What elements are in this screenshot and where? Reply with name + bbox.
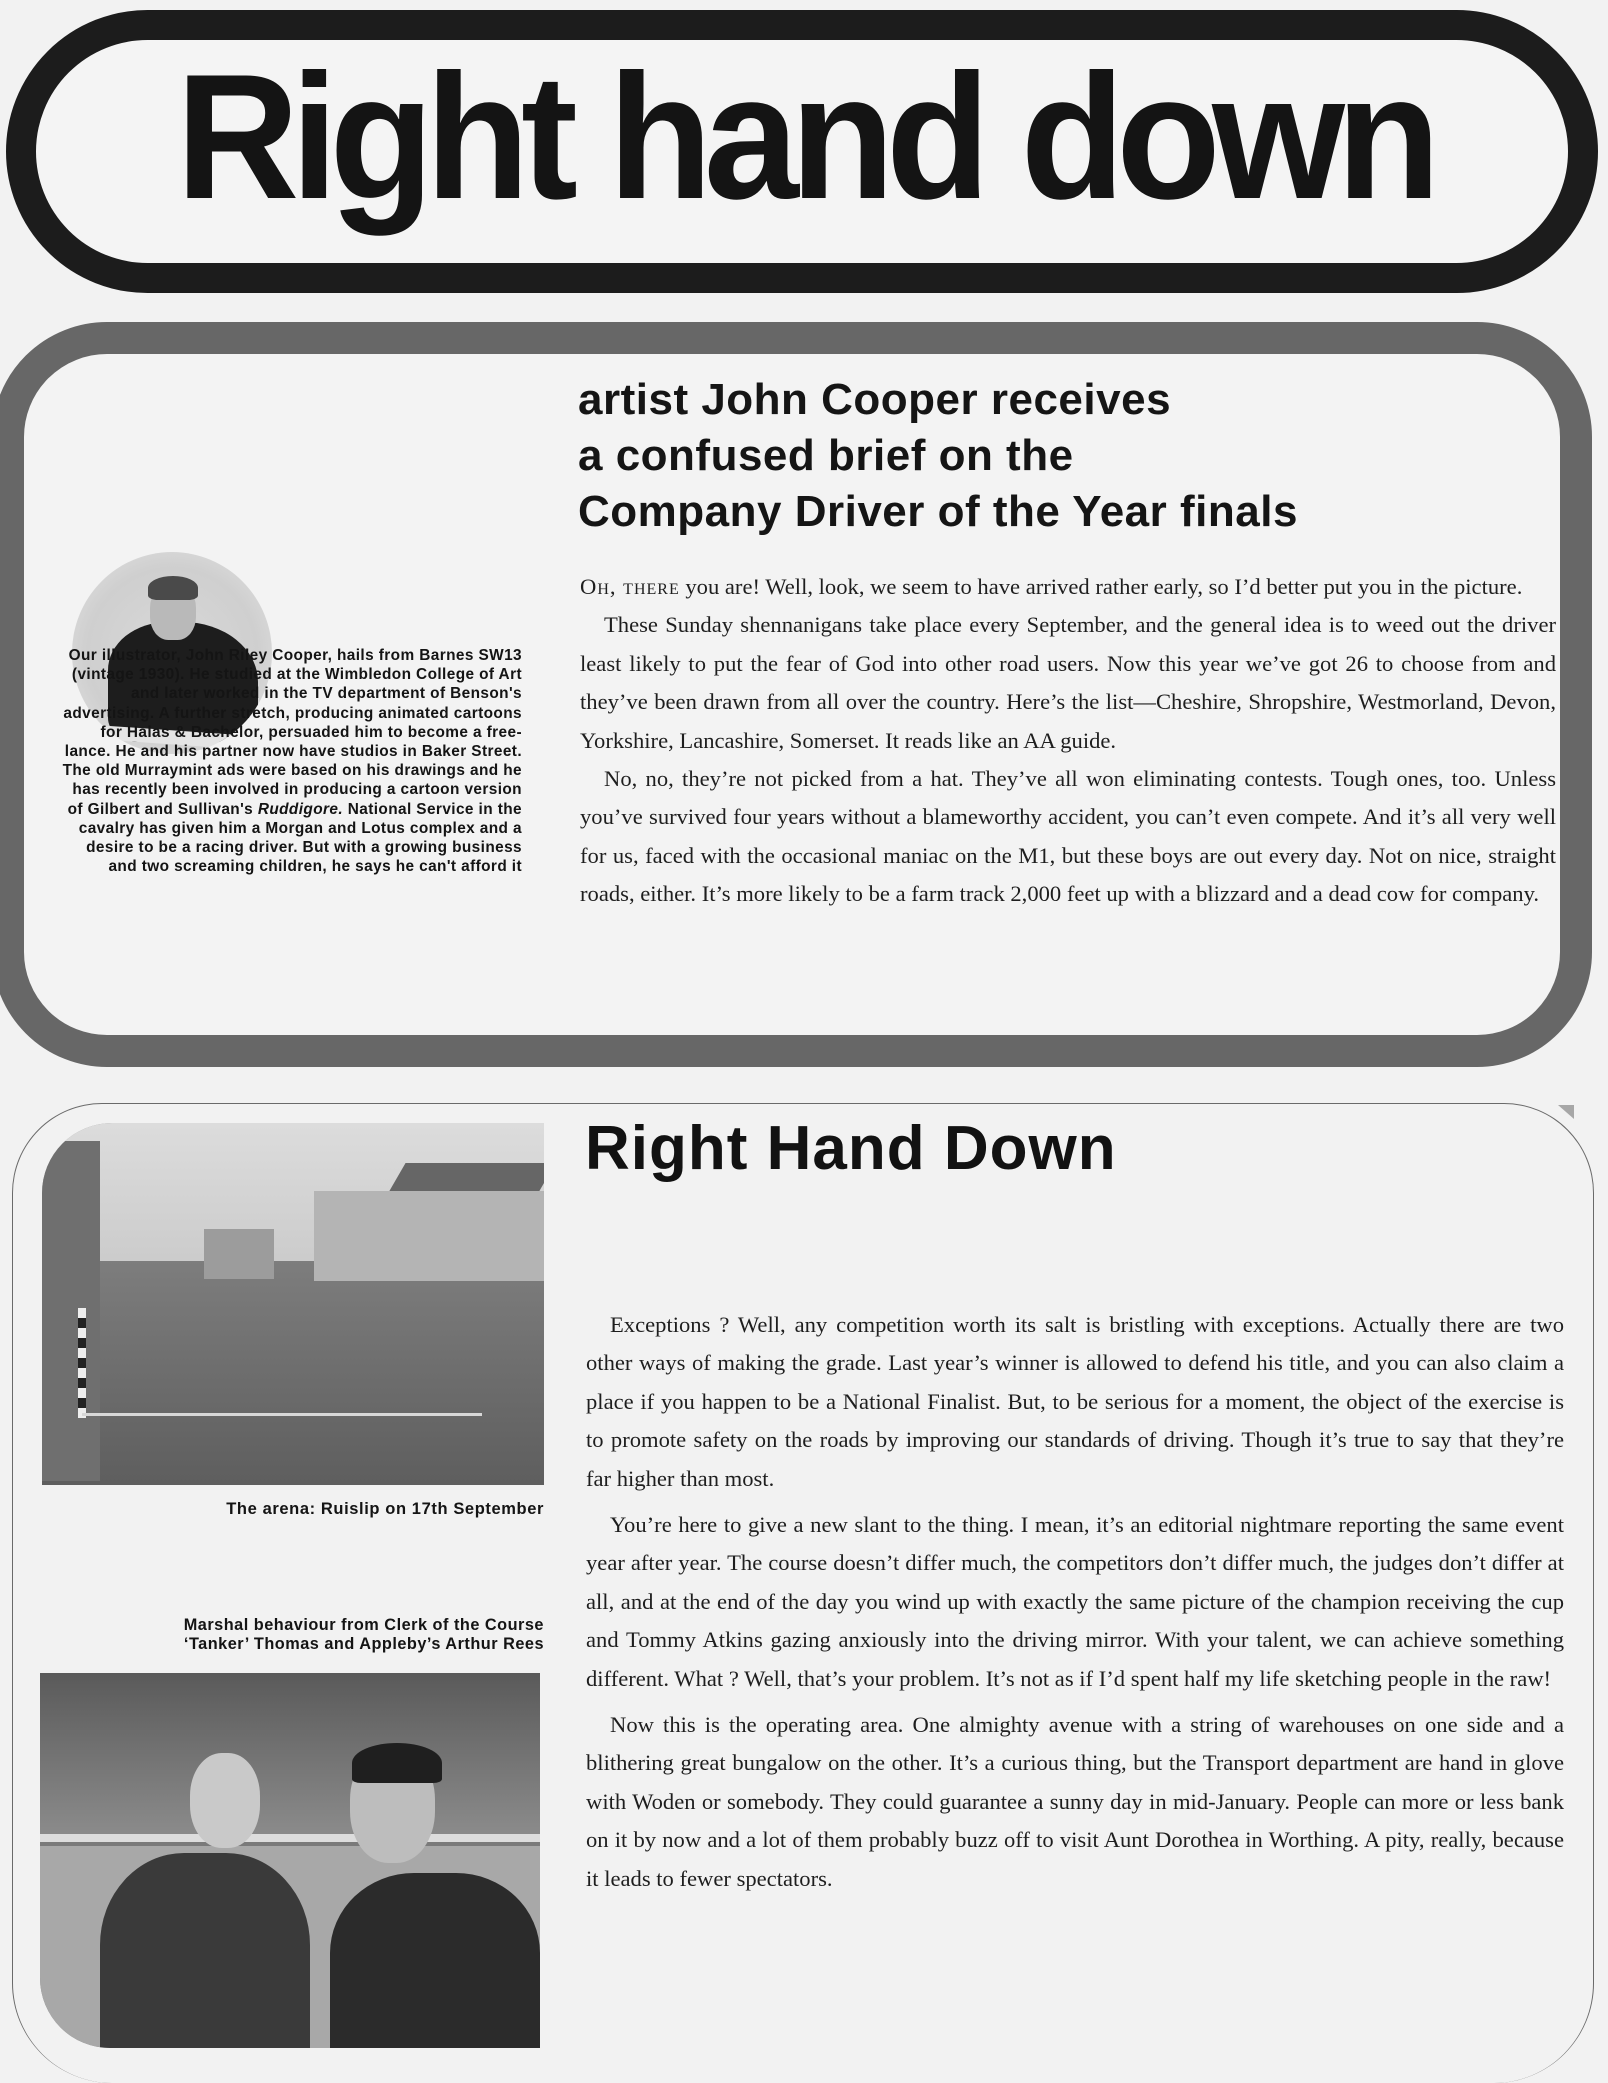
arena-photo-caption: The arena: Ruislip on 17th September: [226, 1500, 544, 1518]
photo-warehouse-wall: [42, 1141, 100, 1481]
drop-lead: Oh, there: [580, 574, 680, 599]
marshal-photo: [40, 1673, 540, 2048]
photo-bungalow: [314, 1191, 544, 1281]
intro-headline: [578, 372, 1538, 540]
caption-line: Marshal behaviour from Clerk of the Course: [183, 1616, 544, 1634]
article-paragraph: These Sunday shennanigans take place every September, and the general idea is to weed out the driver least likely to put the fear of God into other road users. Now this year we’ve got 26 to choose from and they’ve been drawn from all over the country. Here’s the list—Cheshire, Shropshire, Westmorland, Devon, Yorkshire, Lancashire, Somerset. It reads like an AA guide.: [580, 612, 1556, 753]
headline-line: Company Driver of the Year finals: [578, 487, 1298, 536]
marshal-photo-caption: [80, 1616, 544, 1654]
bio-text: Our illustrator, John Riley Cooper, hails from Barnes SW13 (vintage 1930). He studied at the Wimbledon College of Art and later worked in the TV department of Benson's advertising. A further stretch, producing animated cartoons for Halas & Bachelor, persuaded him to become a free-lance. He and his partner now have studios in Baker Street. The old Murraymint ads were based on his drawings and he has recently been involved in producing a cartoon version of Gilbert and Sullivan's: [62, 647, 522, 818]
corner-triangle-mark: [1558, 1105, 1574, 1119]
bio-text: National Service in the cavalry has given him a Morgan and Lotus complex and a desire to be a racing driver. But with a growing business and two screaming children, he says he can't afford it: [78, 800, 522, 876]
illustrator-bio-caption: [60, 646, 522, 876]
lower-article-body: [586, 1306, 1564, 1906]
intro-article-body: [580, 568, 1556, 914]
article-paragraph: Exceptions ? Well, any competition worth its salt is bristling with exceptions. Actually there are two other ways of making the grade. Last year’s winner is allowed to defend his title, and you can also claim a place if you happen to be a National Finalist. But, to be serious for a moment, the object of the exercise is to promote safety on the roads by improving our standards of driving. Though it’s true to say that they’re far higher than most.: [586, 1312, 1564, 1491]
photo-road: [42, 1261, 544, 1485]
caption-line: ‘Tanker’ Thomas and Appleby’s Arthur Rees: [183, 1635, 544, 1653]
headline-line: a confused brief on the: [578, 431, 1074, 480]
photo-window: [40, 1673, 540, 1842]
photo-man-right-hair: [352, 1743, 442, 1783]
article-paragraph: No, no, they’re not picked from a hat. They’ve all won eliminating contests. Tough ones, too. Unless you’ve survived four years without a blameworthy accident, you can’t even compete. And it’s all very well for us, faced with the occasional maniac on the M1, but these boys are out every day. Not on nice, straight roads, either. It’s more likely to be a farm track 2,000 feet up with a blizzard and a dead cow for company.: [580, 766, 1556, 907]
arena-photo: [42, 1123, 544, 1485]
bio-italic-title: Ruddigore.: [257, 800, 344, 818]
photo-distant-building: [204, 1229, 274, 1279]
masthead-title: Right hand down: [175, 37, 1433, 236]
photo-man-left-head: [190, 1753, 260, 1848]
photo-man-right: [330, 1873, 540, 2048]
section-title: Right Hand Down: [585, 1114, 1117, 1183]
photo-marker-pole: [78, 1308, 86, 1418]
paragraph-text: you are! Well, look, we seem to have arrived rather early, so I’d better put you in the picture.: [679, 574, 1523, 599]
article-paragraph: You’re here to give a new slant to the thing. I mean, it’s an editorial nightmare reporting the same event year after year. The course doesn’t differ much, the competitors don’t differ much, the judges don’t differ at all, and at the end of the day you wind up with exactly the same picture of the champion receiving the cup and Tommy Atkins gazing anxiously into the driving mirror. With your talent, we can achieve something different. What ? Well, that’s your problem. It’s not as if I’d spent half my life sketching people in the raw!: [586, 1512, 1564, 1691]
article-paragraph: Now this is the operating area. One almighty avenue with a string of warehouses on one side and a blithering great bungalow on the other. It’s a curious thing, but the Transport department are hand in glove with Woden or somebody. They could guarantee a sunny day in mid-January. People can more or less bank on it by now and a lot of them probably buzz off to visit Aunt Dorothea in Worthing. A pity, really, because it leads to fewer spectators.: [586, 1712, 1564, 1891]
portrait-hair: [148, 576, 198, 600]
photo-man-left: [100, 1853, 310, 2048]
headline-line: artist John Cooper receives: [578, 375, 1172, 424]
article-paragraph: [580, 568, 1556, 606]
photo-road-line: [82, 1413, 482, 1416]
photo-window-sill: [40, 1834, 540, 1842]
